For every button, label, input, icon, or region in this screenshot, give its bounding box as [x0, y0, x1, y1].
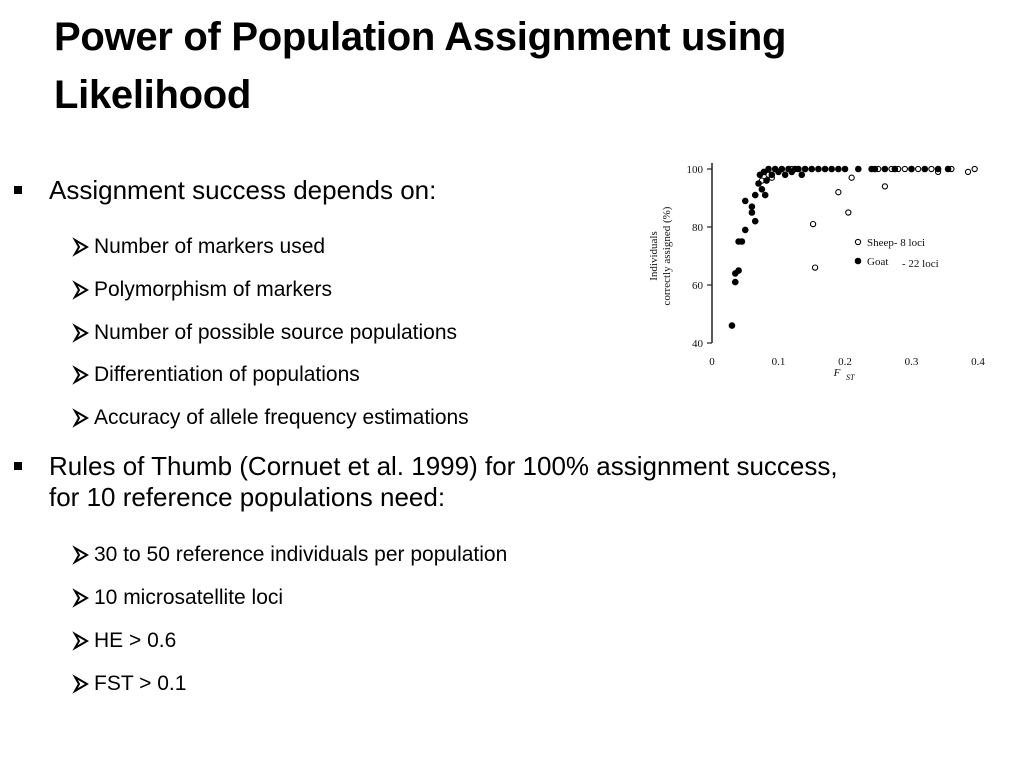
- bullet-text-line-2: for 10 reference populations need:: [49, 482, 446, 512]
- y-tick-label: 100: [686, 164, 703, 176]
- goat-data-point: [729, 323, 735, 329]
- goat-data-point: [769, 172, 775, 178]
- goat-data-point: [796, 166, 802, 172]
- goat-data-point: [762, 192, 768, 198]
- x-tick-label: 0: [709, 356, 715, 368]
- goat-data-point: [742, 198, 748, 204]
- x-tick-label: 0.2: [838, 356, 852, 368]
- goat-data-point: [739, 239, 745, 245]
- sheep-data-point: [812, 265, 817, 270]
- goat-data-point: [799, 172, 805, 178]
- fst-assignment-scatter-chart: [640, 155, 1000, 385]
- goat-data-point: [782, 172, 788, 178]
- legend-label-sheep: Sheep- 8 loci: [867, 237, 926, 249]
- sheep-data-point: [849, 175, 854, 180]
- square-bullet-icon: [14, 186, 22, 194]
- goat-data-point: [736, 268, 742, 274]
- goat-data-point: [779, 166, 785, 172]
- x-tick-label: 0.3: [904, 356, 919, 368]
- goat-data-point: [945, 166, 951, 172]
- goat-data-point: [882, 166, 888, 172]
- title-line-2: Likelihood: [54, 73, 252, 117]
- x-axis-label-subscript: ST: [846, 373, 855, 382]
- arrowhead-bullet-icon: [72, 278, 90, 302]
- bullet-text-line-1: Rules of Thumb (Cornuet et al. 1999) for 100% assignment success,: [49, 451, 838, 481]
- legend-label-goat: Goat: [867, 256, 889, 268]
- slide-title: [54, 8, 934, 124]
- goat-data-point: [766, 166, 772, 172]
- sheep-data-point: [916, 166, 921, 171]
- arrowhead-bullet-icon: [72, 406, 90, 430]
- y-tick-label: 40: [692, 338, 703, 350]
- goat-data-point: [842, 166, 848, 172]
- y-tick-label: 60: [692, 280, 703, 292]
- sheep-data-point: [965, 169, 970, 174]
- legend-marker-sheep: [855, 239, 860, 244]
- sheep-data-point: [882, 184, 887, 189]
- arrowhead-bullet-icon: [72, 363, 90, 387]
- arrowhead-bullet-icon: [72, 321, 90, 345]
- y-axis-label-line-1: Individuals: [648, 231, 660, 281]
- arrowhead-bullet-icon: [72, 672, 90, 696]
- goat-data-point: [816, 166, 822, 172]
- goat-data-point: [809, 166, 815, 172]
- goat-data-point: [909, 166, 915, 172]
- goat-data-point: [872, 166, 878, 172]
- goat-data-point: [749, 210, 755, 216]
- list-item-text: Accuracy of allele frequency estimations: [94, 406, 469, 429]
- square-bullet-icon: [14, 462, 22, 470]
- list-item-text: FST > 0.1: [94, 672, 187, 695]
- arrowhead-bullet-icon: [72, 629, 90, 653]
- list-item-text: 10 microsatellite loci: [94, 586, 284, 609]
- goat-data-point: [935, 166, 941, 172]
- list-item-text: Number of possible source populations: [94, 321, 458, 344]
- goat-data-point: [752, 192, 758, 198]
- sheep-data-point: [836, 190, 841, 195]
- goat-data-point: [742, 227, 748, 233]
- legend-label-goat-loci: - 22 loci: [902, 258, 939, 270]
- arrowhead-bullet-icon: [72, 543, 90, 567]
- goat-data-point: [802, 166, 808, 172]
- legend-marker-goat: [855, 258, 861, 264]
- y-axis-label-line-2: correctly assigned (%): [661, 206, 673, 306]
- x-tick-label: 0.4: [971, 356, 985, 368]
- list-item-text: 30 to 50 reference individuals per population: [94, 543, 508, 566]
- arrowhead-bullet-icon: [72, 586, 90, 610]
- goat-data-point: [749, 204, 755, 210]
- sheep-data-point: [929, 166, 934, 171]
- sheep-data-point: [846, 210, 851, 215]
- list-item-text: Differentiation of populations: [94, 363, 360, 386]
- goat-data-point: [756, 181, 762, 187]
- goat-data-point: [892, 166, 898, 172]
- goat-data-point: [835, 166, 841, 172]
- list-item-text: Number of markers used: [94, 235, 326, 258]
- arrowhead-bullet-icon: [72, 235, 90, 259]
- goat-data-point: [829, 166, 835, 172]
- x-axis-label: F: [833, 367, 841, 379]
- goat-data-point: [764, 178, 770, 184]
- goat-data-point: [855, 166, 861, 172]
- goat-data-point: [922, 166, 928, 172]
- sheep-data-point: [810, 222, 815, 227]
- y-tick-label: 80: [692, 222, 703, 234]
- sheep-data-point: [902, 166, 907, 171]
- sheep-data-point: [972, 166, 977, 171]
- title-line-1: Power of Population Assignment using: [54, 15, 787, 59]
- goat-data-point: [752, 218, 758, 224]
- goat-data-point: [732, 279, 738, 285]
- goat-data-point: [759, 186, 765, 192]
- list-item-text: Polymorphism of markers: [94, 278, 333, 301]
- list-item-text: HE > 0.6: [94, 629, 177, 652]
- bullet-text: Assignment success depends on:: [49, 175, 437, 205]
- x-tick-label: 0.1: [771, 356, 786, 368]
- goat-data-point: [822, 166, 828, 172]
